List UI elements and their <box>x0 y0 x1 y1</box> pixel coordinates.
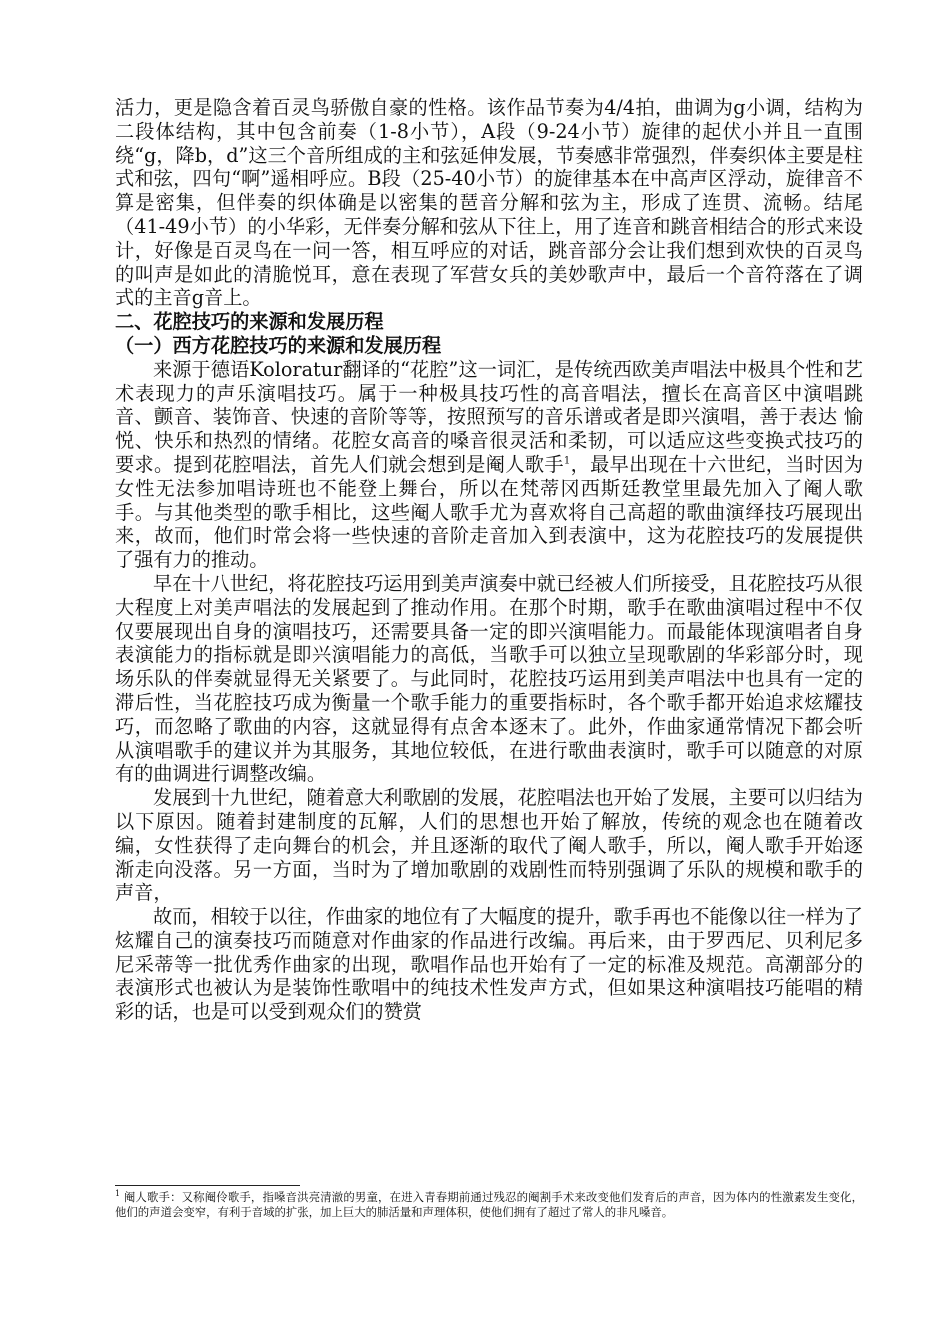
footnote-text: 阉人歌手：又称阉伶歌手，指嗓音洪亮清澈的男童，在进入青春期前通过残忍的阉割手术来改变他们发育后的声音，因为体内的性激素发生变化，他们的声道会变窄，有利于音域的扩张，加上巨大的肺活量和声理体积，使他们拥有了超过了常人的非凡嗓音。 <box>115 1190 863 1219</box>
paragraph-composer-status: 故而，相较于以往，作曲家的地位有了大幅度的提升，歌手再也不能像以往一样为了炫耀自己的演奏技巧而随意对作曲家的作品进行改编。再后来，由于罗西尼、贝利尼多尼采蒂等一批优秀作曲家的出现，歌唱作品也开始有了一定的标准及规范。高潮部分的表演形式也被认为是装饰性歌唱中的纯技术性发声方式，但如果这种演唱技巧能唱的精彩的话，也是可以受到观众们的赞赏 <box>115 905 863 1024</box>
paragraph-origin-part1: 来源于德语Koloratur翻译的“花腔”这一词汇，是传统西欧美声唱法中极具个性和艺术表现力的声乐演唱技巧。属于一种极具技巧性的高音唱法，擅长在高音区中演唱跳音、颤音、装饰音、快速的音阶等等，按照预写的音乐谱或者是即兴演唱，善于表达 愉悦、快乐和热烈的情绪。花腔女高音的嗓音很灵活和柔韧，可以适应这些变换式技巧的要求。提到花腔唱法，首先人们就会想到是阉人歌手 <box>115 357 863 476</box>
subsection-heading: （一）西方花腔技巧的来源和发展历程 <box>115 333 442 357</box>
paragraph-19th-century: 发展到十九世纪，随着意大利歌剧的发展，花腔唱法也开始了发展，主要可以归结为以下原因。随着封建制度的瓦解，人们的思想也开始了解放，传统的观念也在随着改编，女性获得了走向舞台的机会，并且逐渐的取代了阉人歌手，所以，阉人歌手开始逐渐走向没落。另一方面，当时为了增加歌剧的戏剧性而特别强调了乐队的规模和歌手的声音， <box>115 786 863 905</box>
footnote-number: 1 <box>115 1189 121 1199</box>
section-heading: 二、花腔技巧的来源和发展历程 <box>115 310 384 334</box>
paragraph-origin-part2: ，最早出现在十六世纪，当时因为女性无法参加唱诗班也不能登上舞台，所以在梵蒂冈西斯廷教堂里最先加入了阉人歌手。与其他类型的歌手相比，这些阉人歌手尤为喜欢将自己高超的歌曲演绎技巧展现出来，故而，他们时常会将一些快速的音阶走音加入到表演中，这为花腔技巧的发展提供了强有力的推动。 <box>115 452 864 572</box>
paragraph-intro: 活力，更是隐含着百灵鸟骄傲自豪的性格。该作品节奏为4/4拍，曲调为g小调，结构为二段体结构，其中包含前奏（1-8小节），A段（9-24小节）旋律的起伏小并且一直围绕“g，降b，d”这三个音所组成的主和弦延伸发展，节奏感非常强烈，伴奏织体主要是柱式和弦，四句“啊”遥相呼应。B段（25-40小节）的旋律基本在中高声区浮动，旋律音不算是密集，但伴奏的织体确是以密集的琶音分解和弦为主，形成了连贯、流畅。结尾（41-49小节）的小华彩，无伴奏分解和弦从下往上，用了连音和跳音相结合的形式来设计，好像是百灵鸟在一问一答，相互呼应的对话，跳音部分会让我们想到欢快的百灵鸟的叫声是如此的清脆悦耳，意在表现了军营女兵的美妙歌声中，最后一个音符落在了调式的主音g音上。 <box>115 96 863 310</box>
footnote-ref[interactable]: 1 <box>563 455 571 467</box>
document-body <box>115 96 863 1024</box>
footnote-divider <box>115 1185 300 1186</box>
paragraph-18th-century: 早在十八世纪，将花腔技巧运用到美声演奏中就已经被人们所接受，且花腔技巧从很大程度上对美声唱法的发展起到了推动作用。在那个时期，歌手在歌曲演唱过程中不仅仅要展现出自身的演唱技巧，还需要具备一定的即兴演唱能力。而最能体现演唱者自身表演能力的指标就是即兴演唱能力的高低，当歌手可以独立呈现歌剧的华彩部分时，现场乐队的伴奏就显得无关紧要了。与此同时，花腔技巧运用到美声唱法中也具有一定的滞后性，当花腔技巧成为衡量一个歌手能力的重要指标时，各个歌手都开始追求炫耀技巧，而忽略了歌曲的内容，这就显得有点舍本逐末了。此外，作曲家通常情况下都会听从演唱歌手的建议并为其服务，其地位较低，在进行歌曲表演时，歌手可以随意的对原有的曲调进行调整改编。 <box>115 571 863 786</box>
paragraph-origin <box>115 358 863 572</box>
footnote <box>115 1190 863 1220</box>
